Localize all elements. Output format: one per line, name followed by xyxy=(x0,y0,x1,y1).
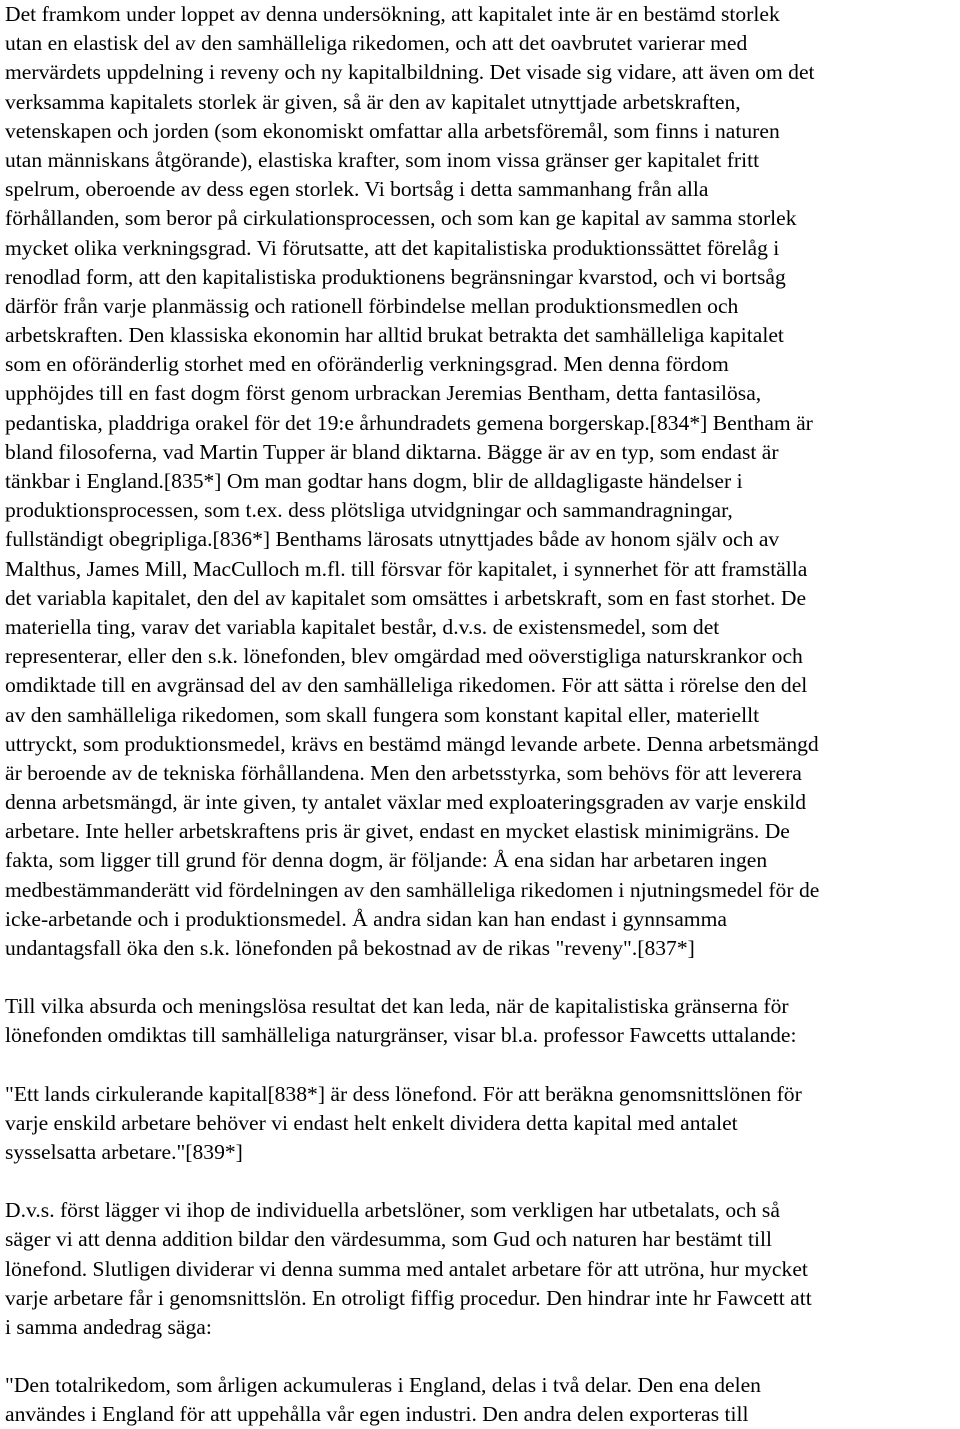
text-line: fullständigt obegripliga.[836*] Benthams lärosats utnyttjades både av honom själv och av xyxy=(5,527,780,552)
paragraph-1 xyxy=(5,0,957,963)
text-line: är beroende av de tekniska förhållandena. Men den arbetsstyrka, som behövs för att leverera xyxy=(5,760,802,785)
text-line: medbestämmanderätt vid fördelningen av den samhälleliga rikedomen i njutningsmedel för de xyxy=(5,877,820,902)
text-line: "Ett lands cirkulerande kapital[838*] är dess lönefond. För att beräkna genomsnittslönen för xyxy=(5,1081,802,1106)
text-line: fakta, som ligger till grund för denna dogm, är följande: Å ena sidan har arbetaren ingen xyxy=(5,848,768,873)
text-line: arbetare. Inte heller arbetskraftens pris är givet, endast en mycket elastisk minimigräns. De xyxy=(5,819,790,844)
text-line: mycket olika verkningsgrad. Vi förutsatte, att det kapitalistiska produktionssättet förelåg i xyxy=(5,235,780,260)
text-line: "Den totalrikedom, som årligen ackumuleras i England, delas i två delar. Den ena delen xyxy=(5,1373,761,1398)
text-line: denna arbetsmängd, är inte given, ty antalet växlar med exploateringsgraden av varje enskild xyxy=(5,790,807,815)
paragraph-gap xyxy=(5,1051,957,1080)
text-line: varje enskild arbetare behöver vi endast helt enkelt dividera detta kapital med antalet xyxy=(5,1110,738,1135)
text-line: därför från varje planmässig och rationell förbindelse mellan produktionsmedlen och xyxy=(5,293,739,318)
text-line: säger vi att denna addition bildar den värdesumma, som Gud och naturen har bestämt till xyxy=(5,1227,772,1252)
text-line: materiella ting, varav det variabla kapitalet består, d.v.s. de existensmedel, som det xyxy=(5,614,720,639)
text-line: undantagsfall öka den s.k. lönefonden på bekostnad av de rikas "reveny".[837*] xyxy=(5,936,695,960)
document-page xyxy=(5,0,957,1429)
text-line: D.v.s. först lägger vi ihop de individuella arbetslöner, som verkligen har utbetalats, och så xyxy=(5,1198,780,1223)
paragraph-2 xyxy=(5,992,957,1050)
text-line: verksamma kapitalets storlek är given, så är den av kapitalet utnyttjade arbetskraften, xyxy=(5,89,741,114)
text-line: utan en elastisk del av den samhälleliga rikedomen, och att det oavbrutet varierar med xyxy=(5,31,748,56)
text-line: varje arbetare får i genomsnittslön. En otroligt fiffig procedur. Den hindrar inte hr Fawcett att xyxy=(5,1285,812,1310)
text-line: tänkbar i England.[835*] Om man godtar hans dogm, blir de alldagligaste händelser i xyxy=(5,469,743,493)
text-line: lönefond. Slutligen dividerar vi denna summa med antalet arbetare för att utröna, hur mycket xyxy=(5,1256,808,1281)
paragraph-4 xyxy=(5,1196,957,1342)
text-line: mervärdets uppdelning i reveny och ny kapitalbildning. Det visade sig vidare, att även om det xyxy=(5,60,815,85)
paragraph-gap xyxy=(5,1342,957,1371)
text-line: lönefonden omdiktas till samhälleliga naturgränser, visar bl.a. professor Fawcetts uttalande: xyxy=(5,1023,797,1048)
text-line: som en oföränderlig storhet med en oföränderlig verkningsgrad. Men denna fördom xyxy=(5,352,729,377)
text-line: Det framkom under loppet av denna undersökning, att kapitalet inte är en bestämd storlek xyxy=(5,2,780,26)
text-line: pedantiska, pladdriga orakel för det 19:e århundradets gemena borgerskap.[834*] Bentham är xyxy=(5,410,813,435)
text-line: Till vilka absurda och meningslösa resultat det kan leda, när de kapitalistiska gränserna för xyxy=(5,994,789,1019)
paragraph-3 xyxy=(5,1080,957,1168)
text-line: av den samhälleliga rikedomen, som skall fungera som konstant kapital eller, materiellt xyxy=(5,702,760,727)
text-line: i samma andedrag säga: xyxy=(5,1314,212,1339)
text-line: arbetskraften. Den klassiska ekonomin har alltid brukat betrakta det samhälleliga kapitalet xyxy=(5,323,784,348)
text-line: användes i England för att uppehålla vår egen industri. Den andra delen exporteras till xyxy=(5,1402,749,1427)
paragraph-gap xyxy=(5,1167,957,1196)
text-line: förhållanden, som beror på cirkulationsprocessen, och som kan ge kapital av samma storlek xyxy=(5,206,797,231)
text-line: omdiktade till en avgränsad del av den samhälleliga rikedomen. För att sätta i rörelse den del xyxy=(5,673,808,698)
text-line: vetenskapen och jorden (som ekonomiskt omfattar alla arbetsföremål, som finns i naturen xyxy=(5,118,780,143)
text-line: spelrum, oberoende av dess egen storlek. Vi bortsåg i detta sammanhang från alla xyxy=(5,177,709,202)
text-line: representerar, eller den s.k. lönefonden, blev omgärdad med oöverstigliga naturskrankor och xyxy=(5,644,803,669)
text-line: utan människans åtgörande), elastiska krafter, som inom vissa gränser ger kapitalet fritt xyxy=(5,147,760,172)
text-line: renodlad form, att den kapitalistiska produktionens begränsningar kvarstod, och vi bortsåg xyxy=(5,264,786,289)
text-line: uttryckt, som produktionsmedel, krävs en bestämd mängd levande arbete. Denna arbetsmängd xyxy=(5,731,819,756)
text-line: det variabla kapitalet, den del av kapitalet som omsättes i arbetskraft, som en fast storhet. De xyxy=(5,585,807,610)
text-line: sysselsatta arbetare."[839*] xyxy=(5,1139,243,1164)
text-line: bland filosoferna, vad Martin Tupper är bland diktarna. Bägge är av en typ, som endast är xyxy=(5,439,779,464)
text-line: icke-arbetande och i produktionsmedel. Å andra sidan kan han endast i gynnsamma xyxy=(5,906,727,931)
text-line: upphöjdes till en fast dogm först genom urbrackan Jeremias Bentham, detta fantasilösa, xyxy=(5,381,762,406)
paragraph-gap xyxy=(5,963,957,992)
text-line: produktionsprocessen, som t.ex. dess plötsliga utvidgningar och sammandragningar, xyxy=(5,498,733,523)
paragraph-5 xyxy=(5,1371,957,1429)
text-line: Malthus, James Mill, MacCulloch m.fl. till försvar för kapitalet, i synnerhet för att framställa xyxy=(5,556,808,581)
